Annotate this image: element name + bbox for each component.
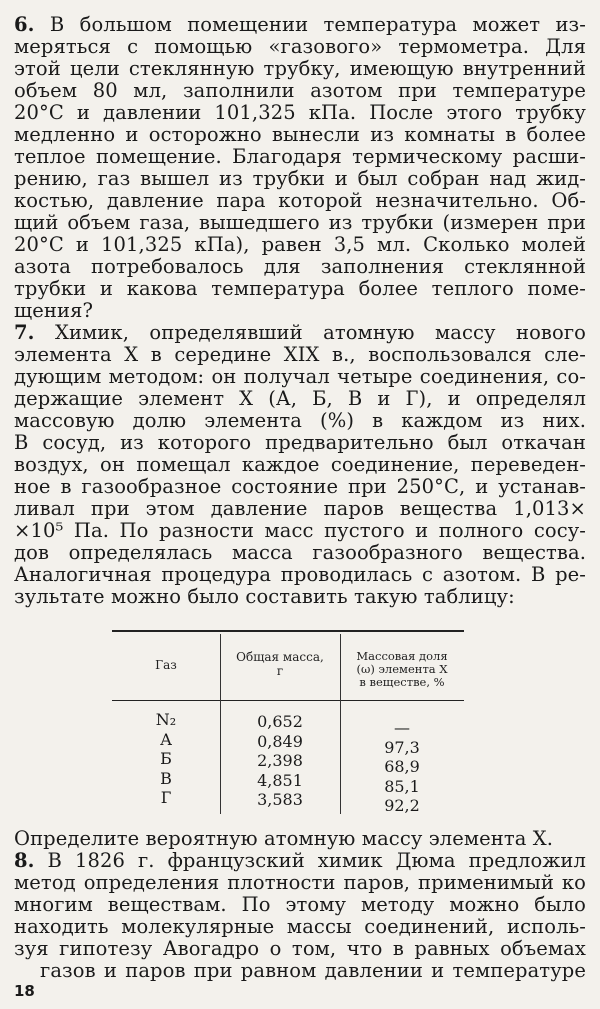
text-line: воздух, он помещал каждое соединение, переведен- [14,453,586,476]
column-fraction [340,718,464,816]
table-cell: 4,851 [257,770,303,790]
table-cell: 97,3 [384,737,420,757]
text-line: этой цели стеклянную трубку, имеющую внутренний [14,57,586,80]
column-gas [112,710,220,808]
header-mass-line: Общая масса, [236,650,324,664]
table-top-rule [112,630,464,632]
text-line: ливал при этом давление паров вещества 1,013× [14,497,586,520]
table-cell: 0,849 [257,731,303,751]
table-cell: В [160,768,172,788]
table-cell: 68,9 [384,757,420,776]
table-cell: 3,583 [257,790,303,809]
table-cell: 2,398 [257,751,303,770]
text-line: щий объем газа, вышедшего из трубки (измерен при [14,211,586,234]
header-fraction-line: в веществе, % [359,675,445,689]
text-line: находить молекулярные массы соединений, исполь- [14,915,586,938]
text-line: ×10⁵ Па. По разности масс пустого и полного сосу- [14,519,586,542]
header-mass [220,650,340,678]
table-cell: 92,2 [384,796,420,815]
header-gas: Газ [155,658,177,672]
problem-number: 6. [14,13,35,36]
text-line: элемента X в середине XIX в., воспользовался сле- [14,343,586,366]
table-header-rule [112,700,464,701]
text-line: азота потребовалось для заполнения стеклянной [14,255,586,278]
text-line: зультате можно было составить такую таблицу: [14,585,515,608]
text-line: ное в газообразное состояние при 250°С, и устанав- [14,475,586,498]
table-cell: Б [160,749,172,768]
text-line: костью, давление пара которой незначительно. Об- [14,189,586,212]
question-line: Определите вероятную атомную массу элемента X. [14,827,554,850]
text-line: медленно и осторожно вынесли из комнаты в более [14,123,586,146]
text-line: держащие элемент X (А, Б, В и Г), и определял [14,387,586,410]
problem-number: 8. [14,849,35,872]
text-line: многим веществам. По этому методу можно было [14,893,586,916]
text-line: объем 80 мл, заполнили азотом при температуре [14,79,586,102]
table-cell: N₂ [155,710,177,729]
table-cell: А [159,729,173,749]
text-line: щения? [14,299,94,322]
column-mass [220,712,340,810]
header-fraction-line: (ω) элемента X [356,662,448,676]
text-line: теплое помещение. Благодаря термическому расши- [14,145,586,168]
text-line: 6. В большом помещении температура может из- [14,13,586,36]
text-line: меряться с помощью «газового» термометра. Для [14,35,586,58]
table-cell: Г [160,788,172,807]
text-line: 20°С и 101,325 кПа), равен 3,5 мл. Сколько молей [14,233,586,256]
data-table [112,630,464,816]
text-line: 7. Химик, определявший атомную массу нового [14,321,586,344]
text-line: газов и паров при равном давлении и температуре [40,959,586,982]
header-mass-line: г [276,664,284,678]
text-line: 20°С и давлении 101,325 кПа. После этого трубку [14,101,586,124]
text-line: зуя гипотезу Авогадро о том, что в равных объемах [14,937,586,960]
problem-number: 7. [14,321,35,344]
text-line: Аналогичная процедура проводилась с азотом. В ре- [14,563,586,586]
text-line: рению, газ вышел из трубки и был собран над жид- [14,167,586,190]
header-fraction-line: Массовая доля [356,649,448,663]
header-mass-fraction [340,650,464,689]
text-line: 8. В 1826 г. французский химик Дюма предложил [14,849,586,872]
page-number: 18 [14,982,35,1000]
table-cell: 85,1 [384,776,420,796]
text-line: массовую долю элемента (%) в каждом из них. [14,409,586,432]
text-line: дующим методом: он получал четыре соединения, со- [14,365,586,388]
text-line: дов определялась масса газообразного вещества. [14,541,586,564]
table-cell: — [394,718,410,737]
table-cell: 0,652 [257,712,303,731]
text-line: В сосуд, из которого предварительно был откачан [14,431,586,454]
text-line: трубки и какова температура более теплого поме- [14,277,586,300]
text-line: метод определения плотности паров, применимый ко [14,871,586,894]
